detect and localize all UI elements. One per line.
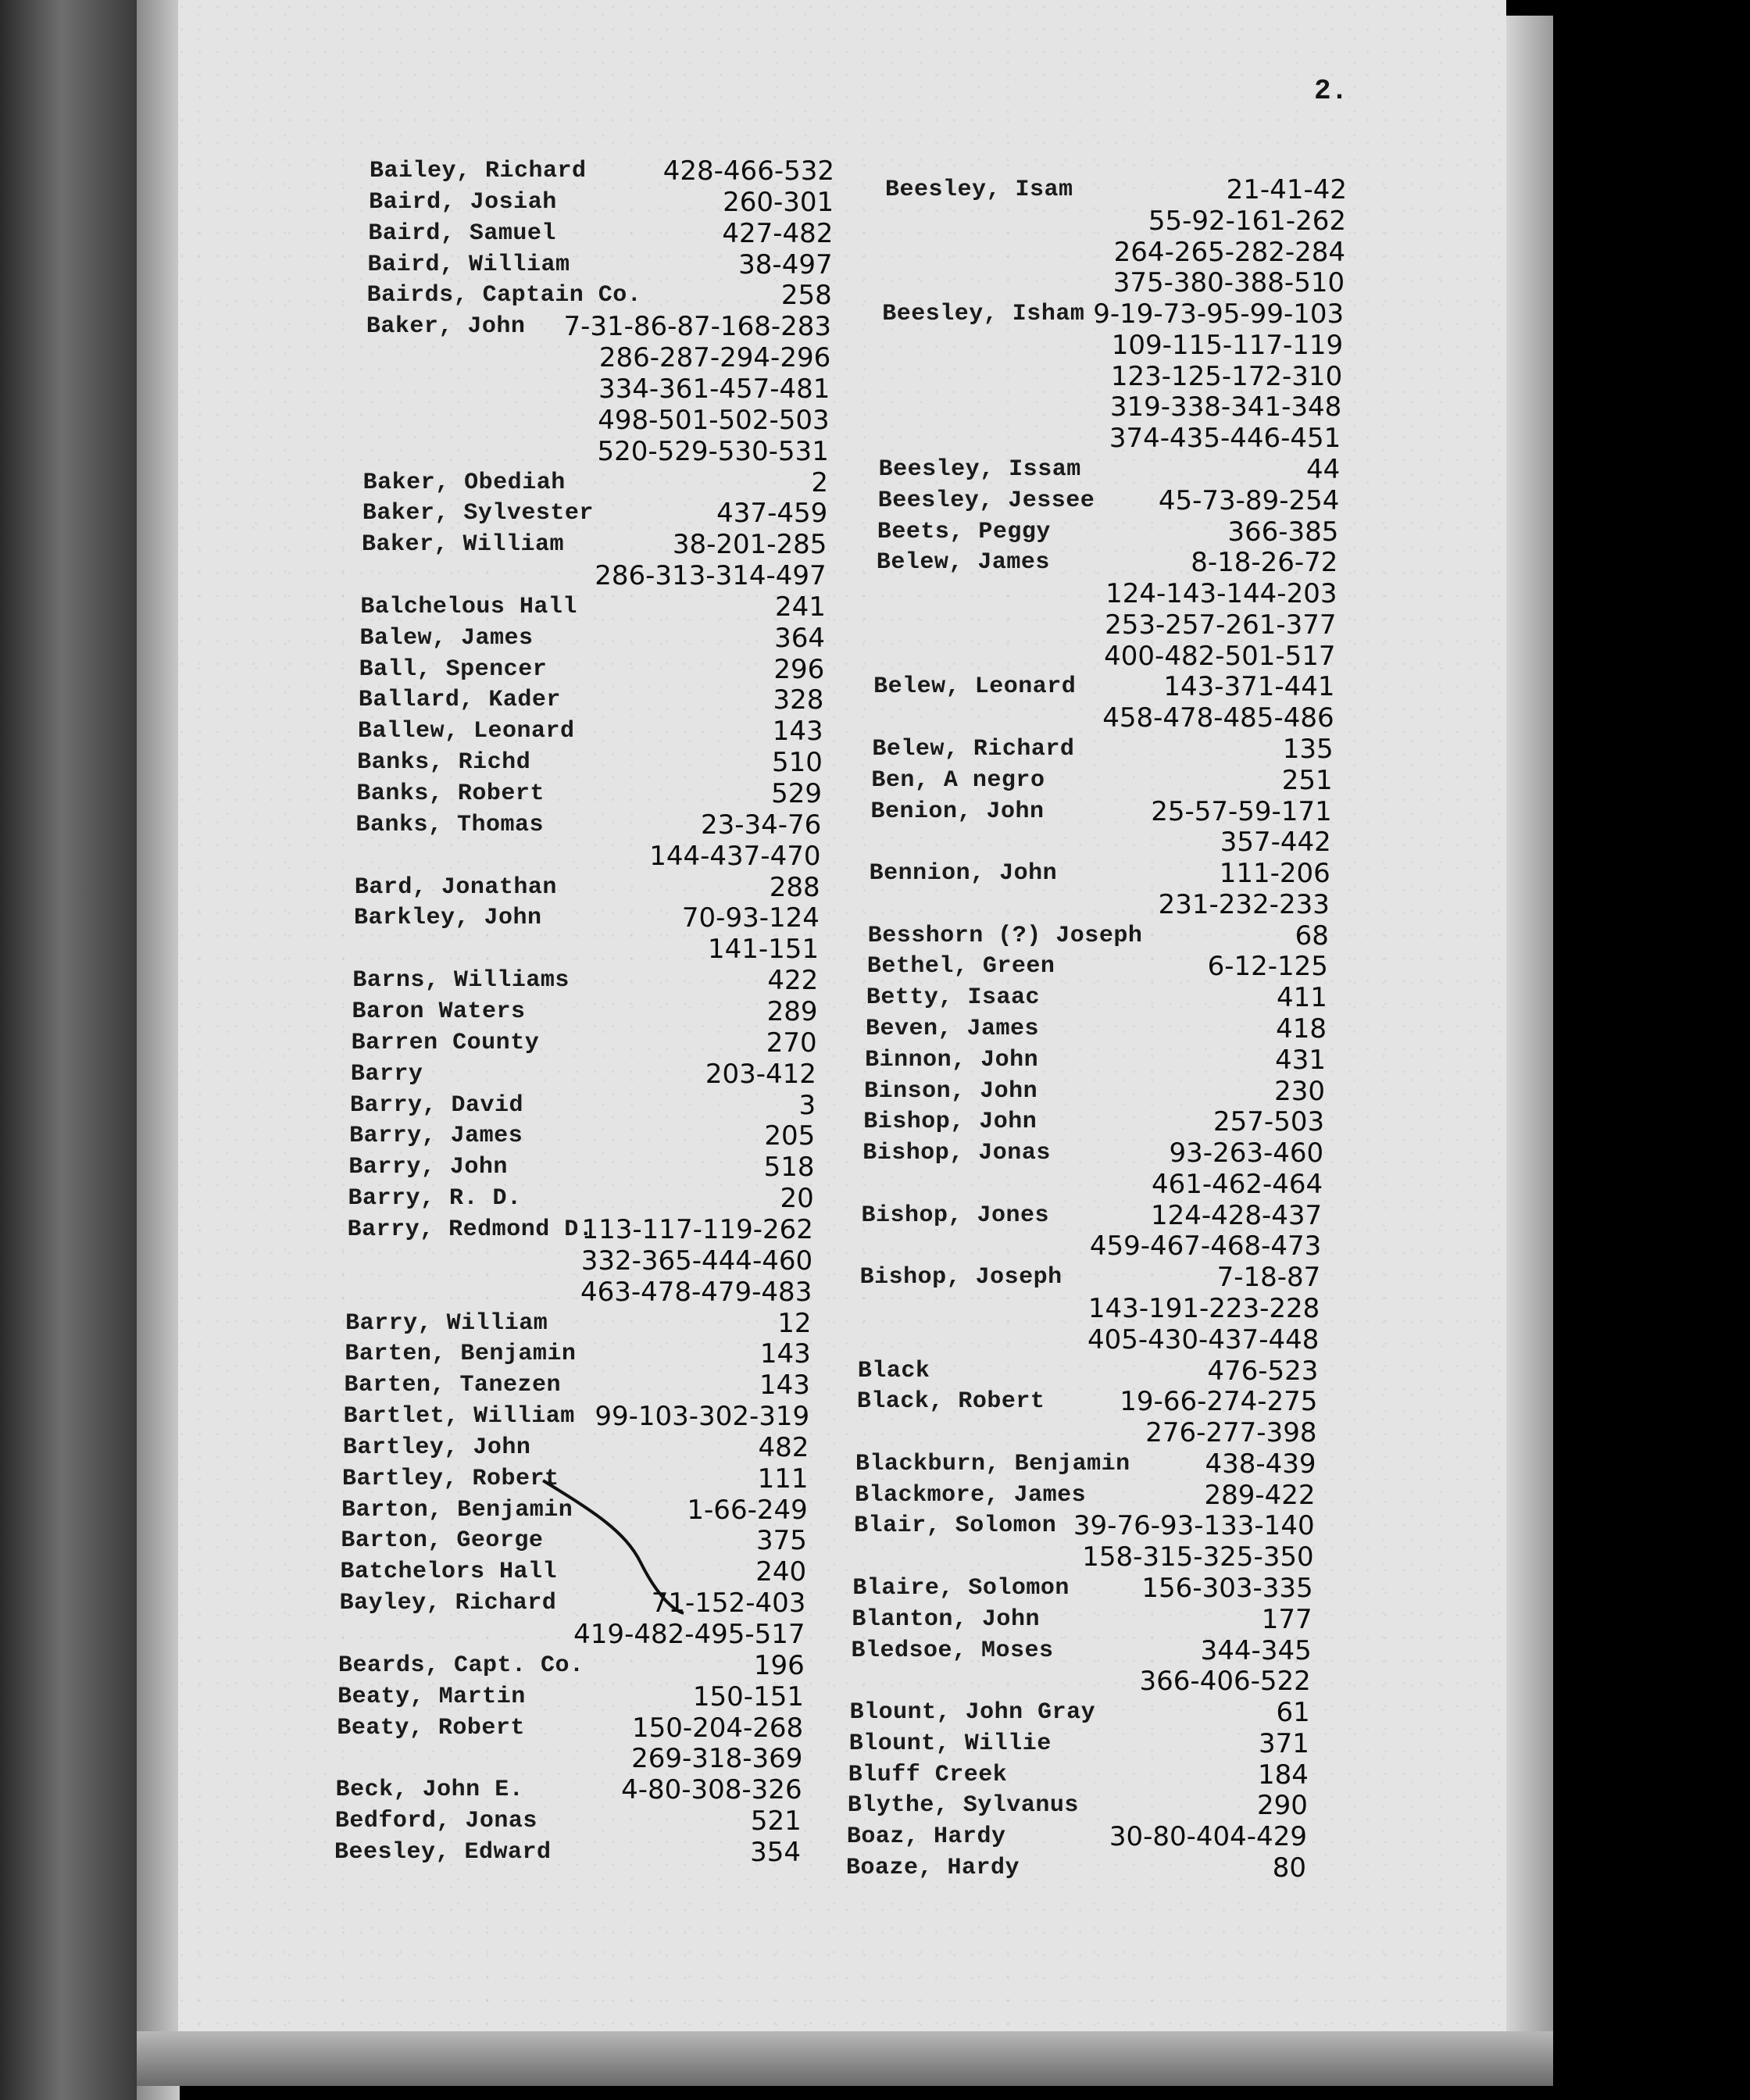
entry-page-numbers: 518 xyxy=(763,1152,815,1184)
document-page xyxy=(178,0,1506,2031)
entry-name: Bedford, Jonas xyxy=(334,1808,538,1835)
entry-name: Blanton, John xyxy=(852,1605,1040,1633)
entry-page-numbers: 288 xyxy=(769,871,820,903)
entry-page-numbers: 177 xyxy=(1261,1603,1312,1635)
entry-name: Barry, James xyxy=(349,1123,523,1150)
entry-page-numbers: 366-406-522 xyxy=(1139,1666,1311,1698)
entry-page-numbers: 510 xyxy=(771,747,823,779)
entry-page-numbers: 99-103-302-319 xyxy=(595,1401,810,1433)
entry-page-numbers: 458-478-485-486 xyxy=(1102,702,1334,734)
entry-page-numbers: 45-73-89-254 xyxy=(1158,484,1340,516)
entry-page-numbers: 150-151 xyxy=(692,1680,804,1712)
entry-name: Ballew, Leonard xyxy=(358,718,575,745)
entry-name: Bartley, Robert xyxy=(342,1465,559,1492)
entry-name: Blackmore, James xyxy=(855,1481,1087,1509)
entry-page-numbers: 23-34-76 xyxy=(700,809,822,841)
entry-name: Boaz, Hardy xyxy=(846,1823,1006,1851)
entry-page-numbers: 8-18-26-72 xyxy=(1191,547,1338,579)
entry-page-numbers: 68 xyxy=(1295,920,1329,952)
entry-page-numbers: 203-412 xyxy=(705,1058,816,1090)
entry-name: Ballard, Kader xyxy=(358,687,561,714)
entry-page-numbers: 7-18-87 xyxy=(1216,1262,1321,1294)
entry-page-numbers: 143 xyxy=(772,716,823,748)
entry-page-numbers: 9-19-73-95-99-103 xyxy=(1093,298,1345,330)
entry-page-numbers: 184 xyxy=(1257,1759,1309,1791)
entry-name: Banks, Robert xyxy=(356,780,545,808)
entry-name: Barry, Redmond D. xyxy=(347,1216,594,1243)
entry-page-numbers: 286-313-314-497 xyxy=(595,560,827,592)
entry-name: Benion, John xyxy=(870,798,1045,825)
entry-name: Barns, Williams xyxy=(352,967,570,995)
entry-page-numbers: 422 xyxy=(767,965,819,997)
entry-name: Bairds, Captain Co. xyxy=(366,282,642,309)
entry-page-numbers: 289 xyxy=(766,996,818,1027)
entry-name: Bennion, John xyxy=(869,860,1058,888)
entry-page-numbers: 143-191-223-228 xyxy=(1088,1293,1320,1324)
entry-name: Baird, William xyxy=(367,251,570,278)
entry-page-numbers: 196 xyxy=(753,1649,805,1681)
entry-page-numbers: 264-265-282-284 xyxy=(1113,236,1346,268)
page-right-edge xyxy=(1506,16,1553,2031)
entry-name: Bayley, Richard xyxy=(339,1590,557,1617)
entry-page-numbers: 158-315-325-350 xyxy=(1082,1541,1314,1573)
entry-page-numbers: 231-232-233 xyxy=(1158,888,1330,920)
entry-page-numbers: 463-478-479-483 xyxy=(580,1276,812,1308)
entry-page-numbers: 431 xyxy=(1275,1044,1327,1076)
entry-page-numbers: 20 xyxy=(780,1183,814,1215)
entry-page-numbers: 411 xyxy=(1277,982,1327,1014)
entry-name: Belew, Richard xyxy=(872,736,1075,762)
entry-name: Beesley, Edward xyxy=(334,1839,552,1866)
entry-page-numbers: 25-57-59-171 xyxy=(1151,795,1332,827)
entry-page-numbers: 498-501-502-503 xyxy=(598,404,830,436)
entry-page-numbers: 71-152-403 xyxy=(651,1588,806,1620)
entry-name: Beets, Peggy xyxy=(877,518,1051,545)
entry-name: Belew, Leonard xyxy=(873,673,1077,701)
entry-page-numbers: 39-76-93-133-140 xyxy=(1073,1510,1315,1542)
entry-page-numbers: 529 xyxy=(771,778,823,810)
entry-name: Binnon, John xyxy=(865,1046,1039,1073)
entry-page-numbers: 6-12-125 xyxy=(1207,951,1328,983)
entry-name: Baker, Sylvester xyxy=(362,500,594,527)
entry-name: Besshorn (?) Joseph xyxy=(867,922,1143,949)
entry-page-numbers: 419-482-495-517 xyxy=(573,1619,805,1651)
entry-page-numbers: 143 xyxy=(759,1338,811,1370)
entry-name: Ben, A negro xyxy=(871,766,1045,794)
entry-name: Batchelors Hall xyxy=(340,1559,558,1586)
entry-name: Bishop, Joseph xyxy=(859,1264,1062,1291)
entry-page-numbers: 143-371-441 xyxy=(1163,671,1335,703)
page-binding-edge xyxy=(137,0,180,2100)
entry-page-numbers: 290 xyxy=(1257,1790,1308,1822)
entry-page-numbers: 332-365-444-460 xyxy=(580,1245,813,1277)
entry-name: Beck, John E. xyxy=(335,1777,524,1804)
entry-page-numbers: 135 xyxy=(1282,734,1334,765)
entry-page-numbers: 521 xyxy=(750,1805,802,1838)
entry-name: Blackburn, Benjamin xyxy=(855,1450,1130,1477)
entry-name: Bailey, Richard xyxy=(370,158,587,184)
entry-name: Blount, Willie xyxy=(848,1730,1052,1757)
entry-page-numbers: 109-115-117-119 xyxy=(1111,329,1344,361)
entry-page-numbers: 253-257-261-377 xyxy=(1105,609,1337,641)
entry-page-numbers: 141-151 xyxy=(708,934,820,966)
entry-name: Black, Robert xyxy=(856,1388,1045,1416)
entry-name: Baird, Josiah xyxy=(369,188,557,216)
entry-page-numbers: 461-462-464 xyxy=(1151,1168,1323,1200)
entry-page-numbers: 93-263-460 xyxy=(1169,1138,1324,1170)
entry-name: Barkley, John xyxy=(354,905,542,932)
entry-name: Beesley, Isham xyxy=(882,301,1085,328)
entry-page-numbers: 427-482 xyxy=(722,217,834,249)
entry-name: Bluff Creek xyxy=(848,1761,1008,1788)
entry-page-numbers: 371 xyxy=(1258,1727,1309,1759)
entry-name: Beaty, Martin xyxy=(338,1683,526,1710)
entry-page-numbers: 2 xyxy=(811,466,829,498)
entry-name: Beesley, Isam xyxy=(885,177,1073,203)
entry-page-numbers: 438-439 xyxy=(1205,1448,1316,1480)
scan-bottom-edge xyxy=(137,2031,1553,2086)
entry-name: Barren County xyxy=(351,1029,540,1056)
entry-name: Beaty, Robert xyxy=(337,1714,525,1741)
entry-page-numbers: 334-361-457-481 xyxy=(598,373,830,405)
entry-page-numbers: 251 xyxy=(1281,764,1333,796)
entry-page-numbers: 482 xyxy=(758,1431,809,1463)
entry-page-numbers: 123-125-172-310 xyxy=(1110,360,1343,392)
entry-page-numbers: 520-529-530-531 xyxy=(597,435,829,467)
entry-name: Bledsoe, Moses xyxy=(851,1637,1054,1664)
entry-page-numbers: 21-41-42 xyxy=(1226,174,1347,205)
entry-page-numbers: 1-66-249 xyxy=(687,1494,808,1526)
entry-page-numbers: 344-345 xyxy=(1200,1634,1312,1666)
entry-name: Barry, William xyxy=(345,1309,548,1337)
entry-page-numbers: 366-385 xyxy=(1227,516,1339,548)
entry-name: Beesley, Issam xyxy=(878,456,1081,483)
entry-name: Bard, Jonathan xyxy=(354,873,557,901)
entry-page-numbers: 38-201-285 xyxy=(672,529,827,561)
entry-name: Balchelous Hall xyxy=(360,593,577,620)
entry-name: Banks, Thomas xyxy=(355,811,545,838)
entry-page-numbers: 143 xyxy=(759,1370,810,1402)
entry-name: Balew, James xyxy=(359,624,534,652)
entry-page-numbers: 459-467-468-473 xyxy=(1089,1230,1322,1262)
entry-page-numbers: 375 xyxy=(756,1525,807,1557)
entry-page-numbers: 437-459 xyxy=(716,498,828,530)
entry-name: Blair, Solomon xyxy=(854,1512,1057,1540)
entry-name: Belew, James xyxy=(876,549,1050,577)
entry-page-numbers: 55-92-161-262 xyxy=(1148,205,1347,237)
entry-name: Barten, Benjamin xyxy=(345,1341,577,1368)
entry-name: Barry xyxy=(350,1060,423,1088)
entry-page-numbers: 150-204-268 xyxy=(631,1712,804,1744)
entry-page-numbers: 230 xyxy=(1274,1075,1326,1107)
entry-name: Bethel, Green xyxy=(866,953,1055,980)
entry-page-numbers: 19-66-274-275 xyxy=(1120,1386,1318,1418)
entry-page-numbers: 38-497 xyxy=(738,248,833,280)
entry-page-numbers: 124-428-437 xyxy=(1150,1199,1323,1231)
page-number: 2. xyxy=(1314,75,1348,107)
entry-page-numbers: 4-80-308-326 xyxy=(621,1774,802,1806)
entry-name: Bishop, John xyxy=(863,1109,1038,1136)
entry-page-numbers: 357-442 xyxy=(1220,827,1331,859)
entry-page-numbers: 3 xyxy=(798,1089,816,1121)
entry-page-numbers: 260-301 xyxy=(723,186,834,218)
entry-page-numbers: 400-482-501-517 xyxy=(1104,640,1336,672)
entry-page-numbers: 374-435-446-451 xyxy=(1109,423,1341,455)
entry-name: Beesley, Jessee xyxy=(877,487,1095,514)
entry-name: Barry, David xyxy=(350,1091,524,1119)
entry-name: Blythe, Sylvanus xyxy=(847,1792,1079,1820)
entry-name: Beven, James xyxy=(866,1016,1040,1042)
entry-page-numbers: 61 xyxy=(1276,1697,1310,1729)
entry-name: Binson, John xyxy=(864,1077,1038,1105)
entry-page-numbers: 144-437-470 xyxy=(649,840,821,872)
entry-page-numbers: 240 xyxy=(755,1556,807,1588)
entry-page-numbers: 319-338-341-348 xyxy=(1109,391,1342,423)
entry-page-numbers: 258 xyxy=(780,280,832,312)
entry-name: Barton, George xyxy=(341,1527,544,1555)
entry-page-numbers: 12 xyxy=(777,1307,812,1339)
entry-name: Bishop, Jones xyxy=(861,1202,1049,1229)
entry-name: Bartley, John xyxy=(342,1434,531,1461)
entry-name: Barry, R. D. xyxy=(348,1185,522,1212)
entry-page-numbers: 111-206 xyxy=(1219,858,1330,890)
entry-name: Barry, John xyxy=(348,1154,508,1181)
entry-page-numbers: 30-80-404-429 xyxy=(1109,1821,1307,1853)
entry-page-numbers: 276-277-398 xyxy=(1145,1417,1317,1449)
entry-name: Baker, Obediah xyxy=(362,469,566,496)
entry-page-numbers: 405-430-437-448 xyxy=(1087,1323,1320,1355)
scan-left-background xyxy=(0,0,137,2100)
entry-name: Black xyxy=(857,1357,930,1384)
entry-name: Baron Waters xyxy=(352,998,526,1025)
entry-page-numbers: 156-303-335 xyxy=(1141,1573,1313,1604)
entry-page-numbers: 269-318-369 xyxy=(631,1743,803,1775)
entry-page-numbers: 428-466-532 xyxy=(662,155,834,187)
entry-name: Baker, William xyxy=(362,531,565,559)
entry-name: Ball, Spencer xyxy=(359,655,548,683)
entry-name: Bishop, Jonas xyxy=(862,1140,1051,1167)
entry-name: Barten, Tanezen xyxy=(344,1372,562,1399)
entry-name: Banks, Richd xyxy=(357,749,531,777)
entry-page-numbers: 328 xyxy=(773,684,824,716)
entry-page-numbers: 7-31-86-87-168-283 xyxy=(563,311,831,343)
entry-page-numbers: 289-422 xyxy=(1204,1479,1316,1511)
entry-name: Baker, John xyxy=(366,313,526,341)
entry-page-numbers: 364 xyxy=(774,622,826,654)
entry-name: Betty, Isaac xyxy=(866,984,1040,1012)
entry-page-numbers: 286-287-294-296 xyxy=(598,342,831,374)
entry-page-numbers: 113-117-119-262 xyxy=(581,1213,813,1245)
entry-page-numbers: 124-143-144-203 xyxy=(1105,578,1338,610)
entry-name: Barton, Benjamin xyxy=(341,1496,573,1523)
entry-page-numbers: 44 xyxy=(1306,454,1341,485)
entry-name: Baird, Samuel xyxy=(368,220,556,247)
entry-page-numbers: 418 xyxy=(1276,1013,1327,1045)
entry-name: Boaze, Hardy xyxy=(846,1855,1020,1881)
entry-page-numbers: 241 xyxy=(774,591,826,623)
entry-name: Blount, John Gray xyxy=(849,1699,1096,1727)
entry-page-numbers: 270 xyxy=(766,1027,817,1059)
entry-page-numbers: 111 xyxy=(757,1462,809,1495)
entry-name: Bartlet, William xyxy=(343,1403,575,1430)
entry-page-numbers: 205 xyxy=(764,1120,816,1152)
entry-name: Blaire, Solomon xyxy=(852,1575,1070,1602)
entry-page-numbers: 354 xyxy=(750,1837,801,1868)
entry-page-numbers: 476-523 xyxy=(1207,1355,1319,1387)
entry-page-numbers: 257-503 xyxy=(1213,1106,1325,1138)
entry-page-numbers: 296 xyxy=(773,653,825,685)
entry-page-numbers: 70-93-124 xyxy=(681,902,820,934)
entry-page-numbers: 375-380-388-510 xyxy=(1112,267,1345,299)
entry-name: Beards, Capt. Co. xyxy=(338,1652,584,1679)
entry-page-numbers: 80 xyxy=(1272,1852,1306,1884)
